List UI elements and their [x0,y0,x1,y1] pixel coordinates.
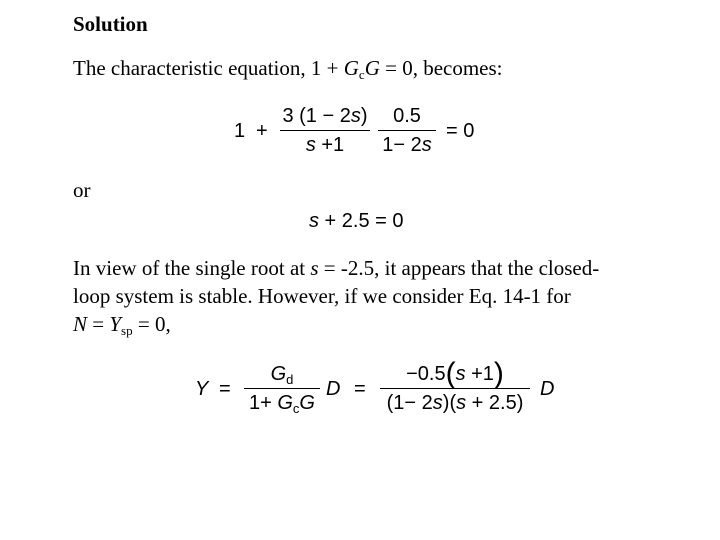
eq1-fraction-2 [378,104,436,157]
solution-heading: Solution [73,12,148,36]
eq3-frac2-numerator: −0.5(s +1) [406,357,504,390]
intro-after: = 0, becomes: [379,56,503,80]
eq3-equals-1: = [219,378,231,400]
eq1-frac2-numerator: 0.5 [393,105,421,127]
intro-g-process: G [364,56,380,80]
eq1-frac2-denominator: 1− 2s [382,134,432,157]
intro-line [73,56,503,80]
intro-subscript-c: c [358,67,365,82]
eq1-one: 1 [234,120,246,142]
eq3-frac2-denominator: (1− 2s)(s + 2.5) [386,392,524,415]
eq2-variable-s: s [309,210,319,232]
eq1-plus: + [256,120,268,142]
paragraph-line-1: In view of the single root at s = -2.5, it appears that the closed- [73,256,600,280]
eq3-frac1-denominator: $1+ G_cG$ [249,392,315,417]
eq1-equals-zero: = 0 [446,120,475,142]
eq3-equals-2: = [354,378,366,400]
intro-g-controller: G [343,56,359,80]
paragraph-line-2: loop system is stable. However, if we consider Eq. 14-1 for [73,284,571,308]
eq3-fraction-2 [380,357,530,415]
intro-before: The characteristic equation, 1 + [73,56,344,80]
or-text: or [73,178,91,202]
eq3-fraction-1 [244,362,320,415]
paragraph-line-3: $N = Y_{sp} = 0$, [73,312,171,338]
eq2-rest: + 2.5 = 0 [319,210,404,232]
root-equation [309,210,404,233]
eq3-frac1-bar [244,388,320,389]
eq1-frac1-bar [280,130,370,131]
eq3-y: Y [195,378,209,400]
eq1-fraction-1 [280,104,370,157]
eq3-frac1-numerator: $G_d$ [270,363,294,387]
eq3-d-2: D [540,378,555,400]
eq1-frac1-denominator: s +1 [305,134,345,157]
eq3-d-1: D [326,378,341,400]
eq1-frac1-numerator: 3 (1 − 2s) [282,105,368,127]
eq1-frac2-bar [378,130,436,131]
